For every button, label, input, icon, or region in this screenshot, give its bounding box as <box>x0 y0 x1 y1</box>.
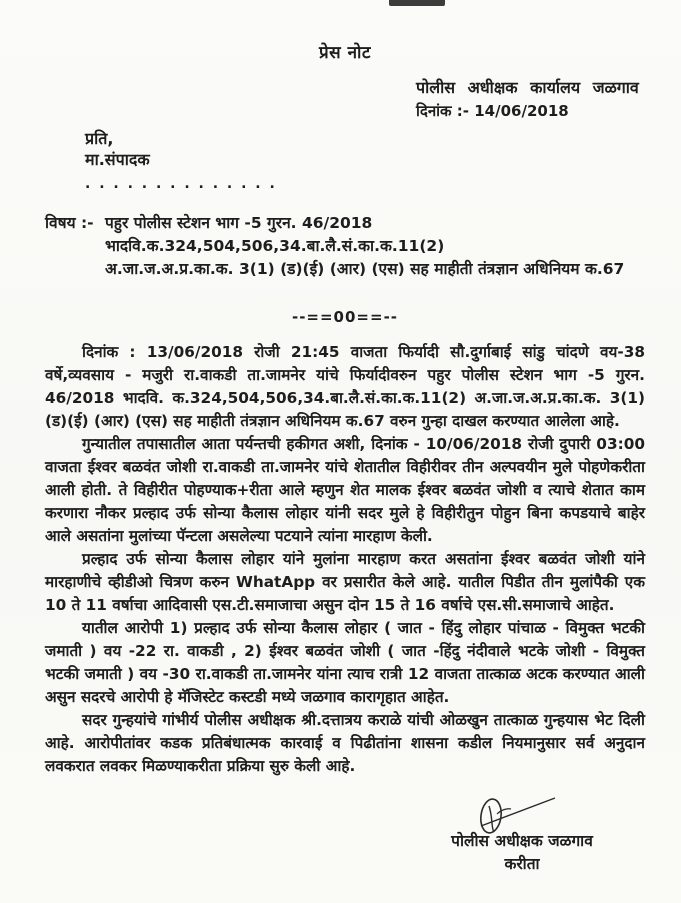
office-name: पोलीस अधीक्षक कार्यालय जळगाव <box>416 78 639 97</box>
body-paragraph-3: प्रल्हाद उर्फ सोन्या कैलास लोहार यांने मुलांना मारहाण करत असतांना ईश्वर बळवंत जोशी यांने मारहाणीचे व्हीडीओ चित्रण करुन WhatApp वर प्रसारीत केले आहे. यातील पिडीत तीन मुलांपैकी एक 10 ते 11 वर्षाचा आदिवासी एस.टी.समाजाचा असुन दोन 15 ते 16 वर्षाचे एस.सी.समाजाचे आहेत. <box>45 550 645 614</box>
body-paragraph-4: यातील आरोपी 1) प्रल्हाद उर्फ सोन्या कैलास लोहार ( जात - हिंदु लोहार पांचाळ - विमुक्त भटकी जमाती ) वय -22 रा. वाकडी , 2) ईश्वर बळवंत जोशी ( जात -हिंदु नंदीवाले भटके जोशी - विमुक्त भटकी जमाती ) वय -30 रा.वाकडी ता.जामनेर यांना त्याच रात्री 12 वाजता तात्काळ अटक करण्यात आली असुन सदरचे आरोपी हे मॅजिस्टेट कस्टडी मध्ये जळगाव कारागृहात आहेत. <box>45 619 645 706</box>
subject-line-1: पहुर पोलीस स्टेशन भाग -5 गुरन. 46/2018 भादवि.क.324,504,506,34.बा.लै.सं.का.क.11(2) <box>105 214 445 255</box>
letter-body <box>45 341 645 778</box>
subject-row <box>45 212 645 281</box>
signature-block <box>427 792 617 876</box>
body-paragraph-1: दिनांक : 13/06/2018 रोजी 21:45 वाजता फिर्यादी सौ.दुर्गाबाई सांडु चांदणे वय-38 वर्षे,व्यवसाय - मजुरी रा.वाकडी ता.जामनेर यांचे फिर्यादीवरुन पहुर पोलीस स्टेशन भाग -5 गुरन. 46/2018 भादवि. क.324,504,506,34.बा.लै.सं.का.क.11(2) अ.जा.ज.अ.प्र.का.क. 3(1) (ड)(ई) (आर) (एस) सह माहीती तंत्रज्ञान अधिनियम क.67 वरुन गुन्हा दाखल करण्यात आलेला आहे. <box>45 343 645 430</box>
document-date: दिनांक :- 14/06/2018 <box>416 102 569 120</box>
body-paragraph-2: गुन्यातील तपासातील आता पर्यन्तची हकीगत अशी, दिनांक - 10/06/2018 रोजी दुपारी 03:00 वाजता ईश्वर बळवंत जोशी रा.वाकडी ता.जामनेर यांचे शेतातील विहीरीवर तीन अल्पवयीन मुले पोहणेकरीता आली होती. ते विहीरीत पोहण्याक+रीता आले म्हणुन शेत मालक ईश्वर बळवंत जोशी व त्याचे शेतात काम करणारा नौकर प्रल्हाद उर्फ सोन्या कैलास लोहार यांनी सदर मुले हे विहीरीतुन पोहुन बिना कपडयाचे बाहेर आले असतांना मुलांच्या पॅन्टला असलेल्या पटयाने त्यांना मारहाण केली. <box>45 435 645 545</box>
signatory-title: पोलीस अधीक्षक जळगाव <box>451 832 593 850</box>
body-paragraph-5: सदर गुन्हयांचे गांभीर्य पोलीस अधीक्षक श्री.दत्तात्रय कराळे यांची ओळखुन तात्काळ गुन्हयास भेट दिली आहे. आरोपीतांवर कडक प्रतिबंधात्मक कारवाई व पिढीतांना शासना कडील नियमानुसार सर्व अनुदान लवकरात लवकर मिळण्याकरीता प्रक्रिया सुरु केली आहे. <box>45 711 645 775</box>
subject-label: विषय :- <box>45 214 94 232</box>
scan-artifact-bar <box>389 0 445 6</box>
subject-text <box>105 212 645 281</box>
dotted-line: . . . . . . . . . . . . . . <box>85 176 277 192</box>
section-separator: --==00==-- <box>291 308 399 326</box>
document-title: प्रेस नोट <box>319 43 371 63</box>
salutation: प्रति, <box>85 129 114 148</box>
addressee: मा.संपादक <box>85 150 150 169</box>
office-header-block <box>416 76 645 121</box>
signatory-for: करीता <box>504 855 540 873</box>
subject-line-2: अ.जा.ज.अ.प्र.का.क. 3(1) (ड)(ई) (आर) (एस) सह माहीती तंत्रज्ञान अधिनियम क.67 <box>105 260 625 278</box>
addressee-block <box>85 128 645 195</box>
